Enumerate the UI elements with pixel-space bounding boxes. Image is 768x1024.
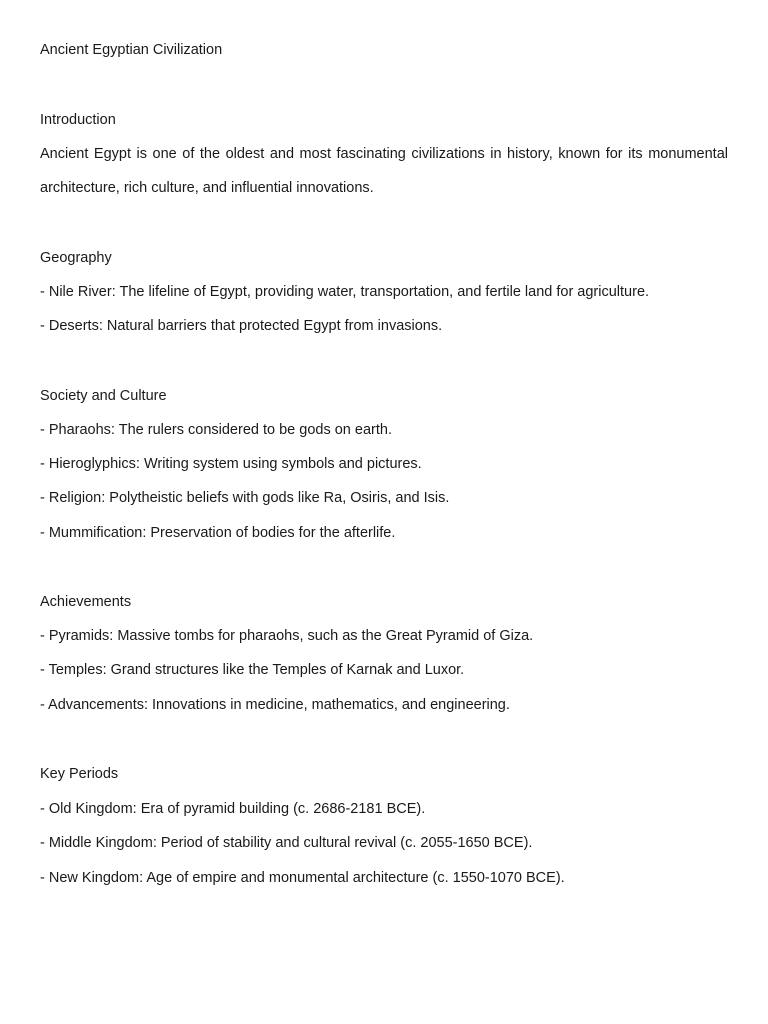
periods-item: - Old Kingdom: Era of pyramid building (c. 2686-2181 BCE). bbox=[40, 801, 426, 817]
introduction-paragraph: Ancient Egypt is one of the oldest and most fascinating civilizations in history, known for its monumental architecture, rich culture, and influential innovations. bbox=[40, 146, 728, 196]
achievements-item: - Temples: Grand structures like the Temples of Karnak and Luxor. bbox=[40, 662, 465, 678]
geography-heading: Geography bbox=[40, 250, 112, 266]
periods-heading: Key Periods bbox=[40, 766, 119, 782]
periods-item: - New Kingdom: Age of empire and monumental architecture (c. 1550-1070 BCE). bbox=[40, 870, 565, 886]
society-item: - Mummification: Preservation of bodies for the afterlife. bbox=[40, 525, 396, 541]
geography-item: - Nile River: The lifeline of Egypt, providing water, transportation, and fertile land for agriculture. bbox=[40, 284, 650, 300]
society-heading: Society and Culture bbox=[40, 388, 167, 404]
document-title: Ancient Egyptian Civilization bbox=[40, 42, 223, 58]
achievements-heading: Achievements bbox=[40, 594, 132, 610]
geography-item: - Deserts: Natural barriers that protected Egypt from invasions. bbox=[40, 318, 443, 334]
periods-item: - Middle Kingdom: Period of stability and cultural revival (c. 2055-1650 BCE). bbox=[40, 835, 533, 851]
achievements-item: - Pyramids: Massive tombs for pharaohs, such as the Great Pyramid of Giza. bbox=[40, 628, 534, 644]
introduction-heading: Introduction bbox=[40, 112, 116, 128]
achievements-item: - Advancements: Innovations in medicine, mathematics, and engineering. bbox=[40, 697, 510, 713]
society-item: - Hieroglyphics: Writing system using symbols and pictures. bbox=[40, 456, 422, 472]
society-item: - Religion: Polytheistic beliefs with gods like Ra, Osiris, and Isis. bbox=[40, 490, 450, 506]
society-item: - Pharaohs: The rulers considered to be gods on earth. bbox=[40, 422, 392, 438]
